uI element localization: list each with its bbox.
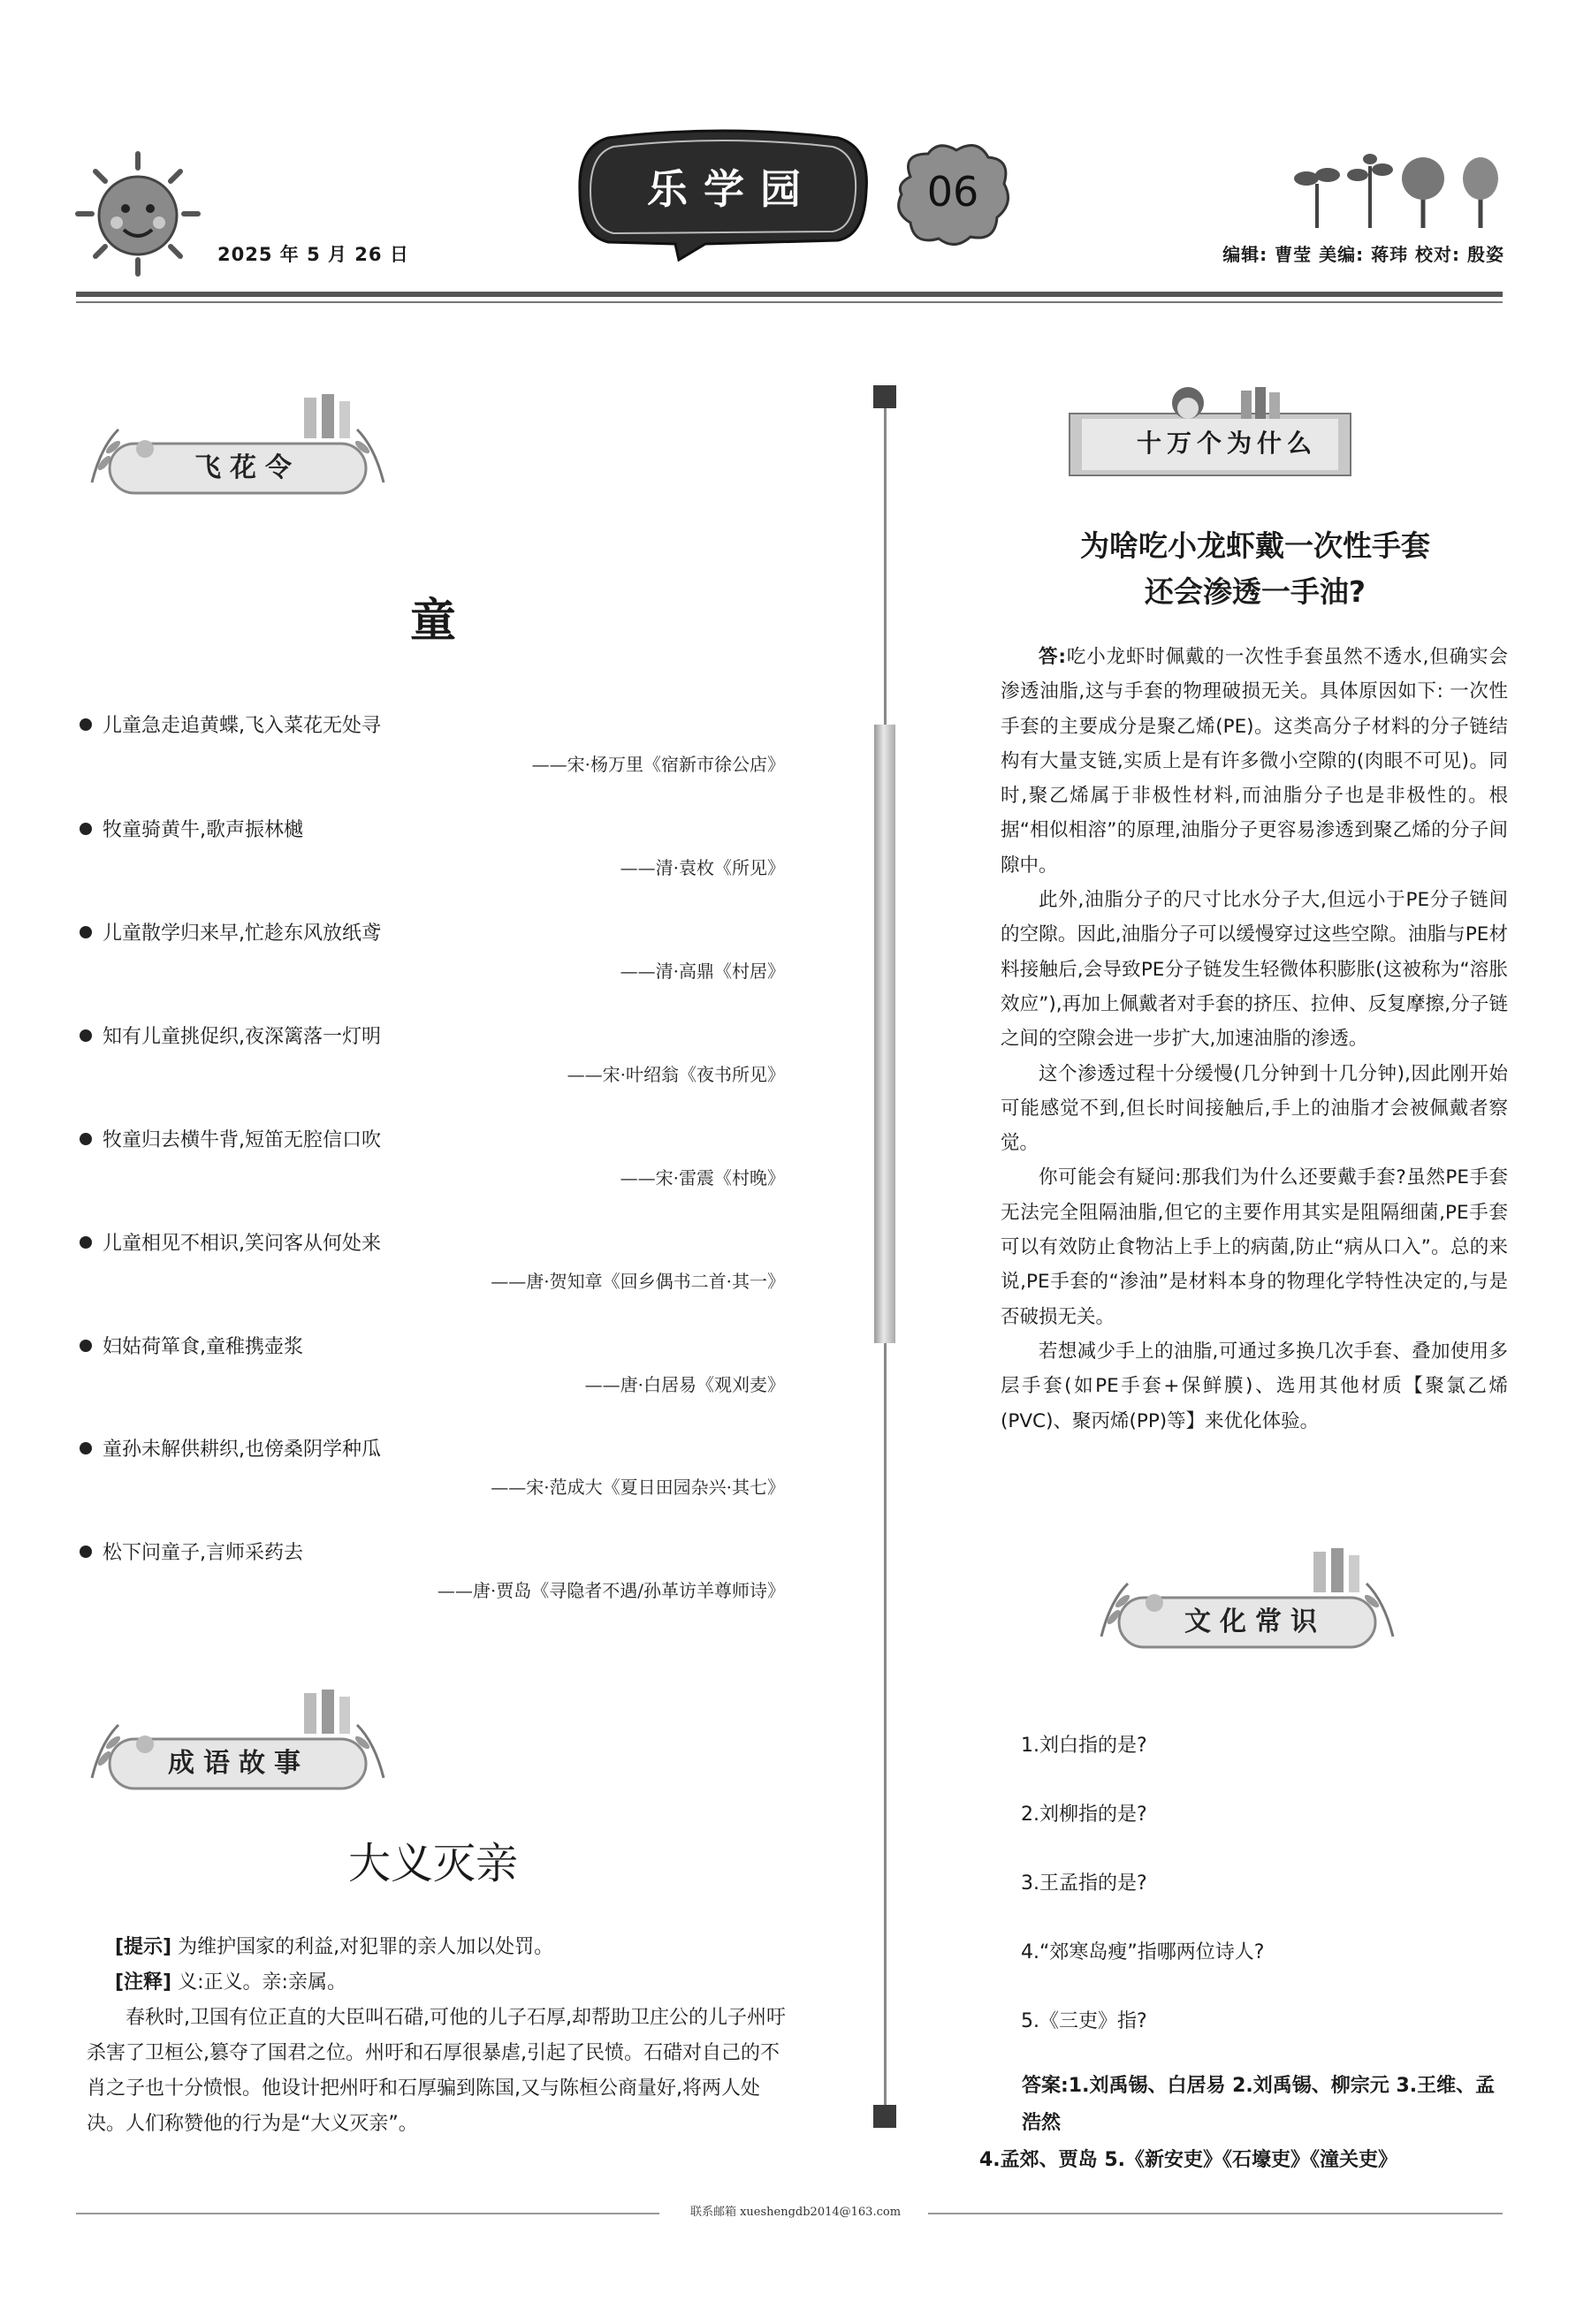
- poem-line: 牧童骑黄牛,歌声振林樾: [80, 817, 303, 844]
- culture-banner-label: 文化常识: [1184, 1606, 1326, 1637]
- divider-square-bottom: [873, 2105, 896, 2128]
- quiz-question: 4.“郊寒岛瘦”指哪两位诗人?: [1021, 1941, 1265, 1963]
- issue-number: 06: [926, 168, 979, 216]
- divider-shaded-bar: [874, 725, 895, 1343]
- divider-square-top: [873, 385, 896, 408]
- why-answer: [1001, 640, 1508, 1439]
- answer-paragraph-3: 这个渗透过程十分缓慢(几分钟到十几分钟),因此刚开始可能感觉不到,但长时间接触后,手上的油脂才会被佩戴者察觉。: [1001, 1062, 1508, 1155]
- idiom-story-text: 春秋时,卫国有位正直的大臣叫石碏,可他的儿子石厚,却帮助卫庄公的儿子州吁杀害了卫桓公,篡夺了国君之位。州吁和石厚很暴虐,引起了民愤。石碏对自己的不肖之子也十分愤恨。他设计把州吁和石厚骗到陈国,又与陈桓公商量好,将两人处决。人们称赞他的行为是“大义灭亲”。: [87, 2007, 786, 2135]
- issue-date: 2025 年 5 月 26 日: [217, 244, 409, 265]
- idiom-title: 大义灭亲: [347, 1839, 518, 1888]
- hint-label: [提示]: [115, 1936, 172, 1958]
- why-banner-label: 十万个为什么: [1136, 429, 1317, 458]
- footer-contact: 联系邮箱 xueshengdb2014@163.com: [689, 2206, 902, 2219]
- quiz-answers-line1: 答案:1.刘禹锡、白居易 2.刘禹锡、柳宗元 3.王维、孟浩然: [1022, 2075, 1496, 2134]
- sun-mascot-icon: [72, 148, 203, 279]
- quiz-question: 2.刘柳指的是?: [1021, 1804, 1147, 1826]
- poem-source: ——宋·杨万里《宿新市徐公店》: [531, 754, 785, 775]
- poem-source: ——宋·范成大《夏日田园杂兴·其七》: [491, 1477, 785, 1498]
- feihualing-banner-label: 飞花令: [194, 452, 301, 483]
- trees-decoration-icon: [1290, 148, 1511, 228]
- note-label: [注释]: [115, 1971, 172, 1994]
- idiom-story-banner-label: 成语故事: [168, 1748, 309, 1779]
- poem-source: ——清·高鼎《村居》: [620, 961, 785, 982]
- quiz-answers: [979, 2068, 1510, 2179]
- poem-source: ——唐·白居易《观刈麦》: [584, 1374, 785, 1395]
- feihualing-keyword: 童: [409, 595, 456, 648]
- footer-rule-right: [928, 2213, 1503, 2214]
- poem-line: 牧童归去横牛背,短笛无腔信口吹: [80, 1128, 381, 1154]
- section-title: 乐学园: [647, 165, 817, 213]
- header-rule: [76, 292, 1503, 297]
- answer-label: 答:: [1039, 646, 1066, 668]
- answer-paragraph-1: 吃小龙虾时佩戴的一次性手套虽然不透水,但确实会渗透油脂,这与手套的物理破损无关。具体原因如下: 一次性手套的主要成分是聚乙烯(PE)。这类高分子材料的分子链结构有大量支链,实质上是有许多微小空隙的(肉眼不可见)。同时,聚乙烯属于非极性材料,而油脂分子也是非极性的。根据“相似相溶”的原理,油脂分子更容易渗透到聚乙烯的分子间隙中。: [1001, 646, 1508, 877]
- answer-paragraph-5: 若想减少手上的油脂,可通过多换几次手套、叠加使用多层手套(如PE手套+保鲜膜)、选用其他材质【聚氯乙烯(PVC)、聚丙烯(PP)等】来优化体验。: [1001, 1340, 1508, 1432]
- editor-credits: 编辑: 曹莹 美编: 蒋玮 校对: 殷姿: [1222, 244, 1504, 265]
- poem-line: 儿童急走追黄蝶,飞入菜花无处寻: [80, 713, 381, 740]
- poem-source: ——唐·贺知章《回乡偶书二首·其一》: [491, 1271, 785, 1292]
- poem-line: 儿童相见不相识,笑问客从何处来: [80, 1231, 381, 1257]
- poem-source: ——宋·雷震《村晚》: [620, 1167, 785, 1189]
- poem-line: 妇姑荷箪食,童稚携壶浆: [80, 1334, 303, 1361]
- footer-rule-left: [76, 2213, 659, 2214]
- answer-paragraph-4: 你可能会有疑问:那我们为什么还要戴手套?虽然PE手套无法完全阻隔油脂,但它的主要作用其实是阻隔细菌,PE手套可以有效防止食物沾上手上的病菌,防止“病从口入”。总的来说,PE手套的“渗油”是材料本身的物理化学特性决定的,与是否破损无关。: [1001, 1166, 1508, 1328]
- header-rule-thin: [76, 301, 1503, 303]
- note-text: 义:正义。亲:亲属。: [171, 1971, 346, 1994]
- quiz-answers-line2: 4.孟郊、贾岛 5.《新安吏》《石壕吏》《潼关吏》: [979, 2149, 1397, 2171]
- why-title-line2: 还会渗透一手油?: [1144, 574, 1366, 609]
- poem-line: 知有儿童挑促织,夜深篱落一灯明: [80, 1024, 381, 1051]
- why-question-title: [999, 523, 1511, 615]
- poem-line: 松下问童子,言师采药去: [80, 1540, 303, 1567]
- answer-paragraph-2: 此外,油脂分子的尺寸比水分子大,但远小于PE分子链间的空隙。因此,油脂分子可以缓慢穿过这些空隙。油脂与PE材料接触后,会导致PE分子链发生轻微体积膨胀(这被称为“溶胀效应”),再加上佩戴者对手套的挤压、拉伸、反复摩擦,分子链之间的空隙会进一步扩大,加速油脂的渗透。: [1001, 889, 1508, 1051]
- hint-text: 为维护国家的利益,对犯罪的亲人加以处罚。: [171, 1936, 554, 1958]
- quiz-question: 5.《三吏》指?: [1021, 2010, 1147, 2032]
- poem-line: 儿童散学归来早,忙趁东风放纸鸢: [80, 921, 381, 947]
- why-title-line1: 为啥吃小龙虾戴一次性手套: [1080, 528, 1430, 563]
- quiz-question: 3.王孟指的是?: [1021, 1872, 1147, 1895]
- quiz-question: 1.刘白指的是?: [1021, 1735, 1147, 1757]
- poem-source: ——宋·叶绍翁《夜书所见》: [567, 1064, 785, 1085]
- poem-source: ——唐·贾岛《寻隐者不遇/孙革访羊尊师诗》: [437, 1580, 785, 1601]
- poem-line: 童孙未解供耕织,也傍桑阴学种瓜: [80, 1437, 381, 1463]
- idiom-body: [87, 1930, 792, 2142]
- poem-source: ——清·袁枚《所见》: [620, 857, 785, 878]
